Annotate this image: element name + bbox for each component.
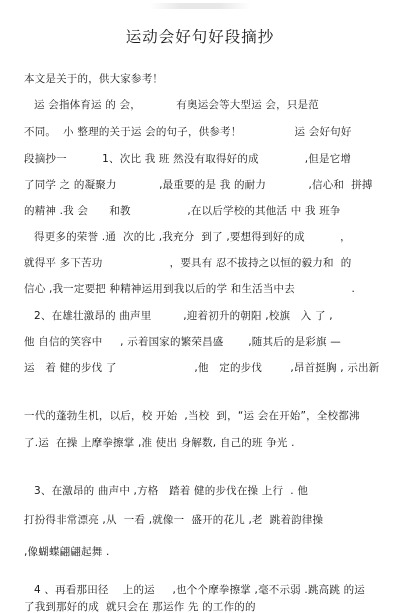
text-line: 2、在雄壮激昂的 曲声里 ,迎着初升的朝阳 ,校旗 入 了 , (34, 310, 333, 322)
text-line: ,像蝴蝶翩翩起舞 . (24, 546, 110, 558)
text-line: 信心 ,我一定要把 种精神运用到我以后的学 和生活当中去 . (24, 283, 356, 295)
text-line: 他 自信的笑容中 , 示着国家的繁荣昌盛 ,随其后的是彩旗 — (24, 336, 341, 348)
text-line: 段摘抄一 1、次比 我 班 然没有取得好的成 ,但是它增 (24, 153, 352, 165)
text-line: 运 会指体育运 的 会， 有奥运会等大型运 会，只是范 (34, 99, 319, 111)
text-line-cut: 了我到那好的成 就只会在 那运作 先 的工作的的 (24, 601, 256, 613)
text-line: 了.运 在操 上摩拳擦掌 ,准 使出 身解数, 自己的班 争光 . (24, 437, 295, 449)
text-line: 了同学 之 的凝聚力 ,最重要的是 我 的耐力 ,信心和 拼搏 (24, 179, 373, 191)
text-line: 3、在激昂的 曲声中 ,方格 踏着 健的步伐在操 上行 . 他 (34, 485, 309, 497)
text-line: 不同。 小 整理的关于运 会的句子，供参考！ 运 会好句好 (24, 126, 352, 138)
text-line: 的精神 .我 会 和教 ,在以后学校的其他活 中 我 班争 (24, 205, 341, 217)
text-line: 运 着 健的步伐 了 ,他 定的步伐 ,昂首挺胸 , 示出新 (24, 362, 380, 374)
header-smudge (150, 3, 250, 9)
text-line: 一代的蓬勃生机，以后，校 开始 ,当校 到，“运 会在开始”，全校都沸 (24, 410, 360, 422)
text-line: 4 、再看那田径 上的运 ,也个个摩拳擦掌 ,毫不示弱 .跳高跳 的运 (34, 584, 365, 596)
text-line: 打扮得非常漂亮 ,从 一看 ,就像一 盛开的花儿 ,老 跳着韵律操 (24, 514, 324, 526)
text-line: 本文是关于的，供大家参考！ (24, 73, 164, 85)
text-line: 得更多的荣誉 .通 次的比 ,我充分 到了 ,要想得到好的成 ， (34, 231, 351, 243)
document-title: 运动会好句好段摘抄 (125, 28, 275, 46)
text-line: 就得平 多下苦功 ，要具有 忍不拔持之以恒的毅力和 的 (24, 257, 352, 269)
